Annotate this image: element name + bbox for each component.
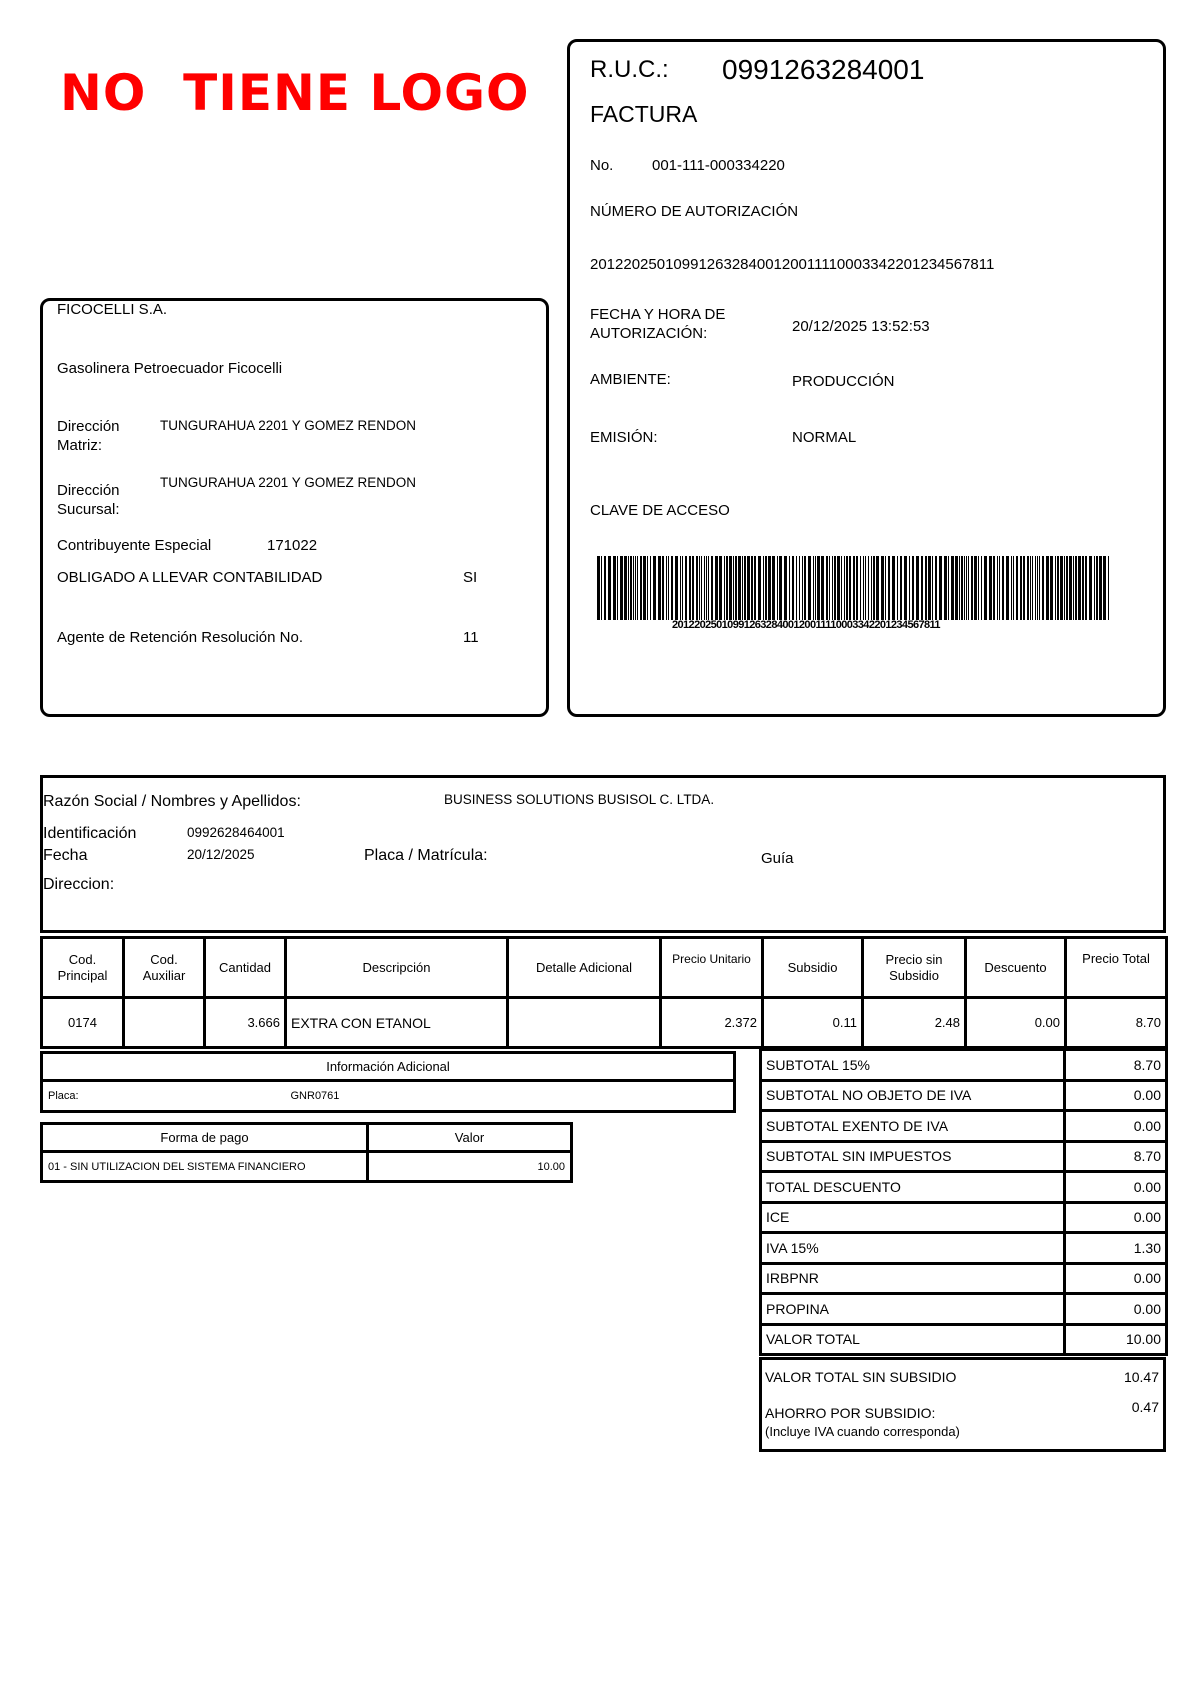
cell-precio-sin: 2.48 [863, 998, 966, 1048]
dir-matriz-value: TUNGURAHUA 2201 Y GOMEZ RENDON [160, 418, 417, 433]
fecha-autorizacion-label-2: AUTORIZACIÓN: [590, 325, 708, 342]
totals-row [761, 1202, 1167, 1233]
sin-subsidio-label: VALOR TOTAL SIN SUBSIDIO [765, 1369, 957, 1385]
totals-row [761, 1141, 1167, 1172]
dir-sucursal-label-2: Sucursal: [57, 501, 120, 518]
obligado-label: OBLIGADO A LLEVAR CONTABILIDAD [57, 569, 323, 586]
items-table [40, 936, 1168, 1049]
totals-value: 8.70 [1065, 1050, 1167, 1081]
totals-row [761, 1050, 1167, 1081]
ruc-value: 0991263284001 [722, 54, 925, 85]
forma-pago-header: Forma de pago [42, 1124, 368, 1152]
barcode-image [597, 556, 1111, 620]
totals-label: SUBTOTAL 15% [761, 1050, 1065, 1081]
cell-precio-total: 8.70 [1066, 998, 1167, 1048]
col-precio-unitario: Precio Unitario [661, 938, 763, 998]
totals-value: 8.70 [1065, 1141, 1167, 1172]
contribuyente-value: 171022 [267, 537, 318, 554]
emision-label: EMISIÓN: [590, 429, 658, 446]
customer-id-label: Identificación [43, 825, 137, 842]
totals-label: PROPINA [761, 1294, 1065, 1325]
ahorro-note: (Incluye IVA cuando corresponda) [765, 1424, 960, 1439]
totals-label: IRBPNR [761, 1263, 1065, 1294]
customer-fecha-label: Fecha [43, 847, 88, 864]
col-cantidad: Cantidad [205, 938, 286, 998]
fecha-autorizacion-label-1: FECHA Y HORA DE [590, 306, 726, 323]
cell-detalle [508, 998, 661, 1048]
cell-descuento: 0.00 [966, 998, 1066, 1048]
totals-label: SUBTOTAL NO OBJETO DE IVA [761, 1080, 1065, 1111]
customer-razon-label: Razón Social / Nombres y Apellidos: [43, 793, 301, 810]
dir-sucursal-label-1: Dirección [57, 482, 120, 499]
totals-row [761, 1172, 1167, 1203]
totals-value: 0.00 [1065, 1202, 1167, 1233]
customer-id-value: 0992628464001 [187, 825, 285, 840]
clave-acceso-label: CLAVE DE ACCESO [590, 502, 730, 519]
info-placa-label: Placa: [42, 1081, 242, 1112]
cell-precio-unitario: 2.372 [661, 998, 763, 1048]
items-header-row [42, 938, 1167, 998]
obligado-value: SI [463, 569, 478, 586]
contribuyente-label: Contribuyente Especial [57, 537, 212, 554]
issuer-razon-social: FICOCELLI S.A. [57, 301, 168, 318]
info-placa-value: GNR0761 [242, 1081, 735, 1112]
valor-value: 10.00 [368, 1152, 572, 1182]
ahorro-value: 0.47 [1131, 1399, 1159, 1415]
totals-row [761, 1233, 1167, 1264]
ahorro-label: AHORRO POR SUBSIDIO: [765, 1405, 936, 1421]
customer-razon-value: BUSINESS SOLUTIONS BUSISOL C. LTDA. [444, 792, 715, 807]
totals-label: SUBTOTAL SIN IMPUESTOS [761, 1141, 1065, 1172]
cell-descripcion: EXTRA CON ETANOL [286, 998, 508, 1048]
totals-table [759, 1048, 1168, 1356]
col-descripcion: Descripción [286, 938, 508, 998]
dir-matriz-label-2: Matriz: [57, 437, 102, 454]
doc-type: FACTURA [590, 101, 698, 127]
invoice-no-value: 001-111-000334220 [652, 157, 785, 174]
col-precio-total: Precio Total [1066, 938, 1167, 998]
totals-label: VALOR TOTAL [761, 1324, 1065, 1355]
col-precio-sin-subsidio: Precio sin Subsidio [863, 938, 966, 998]
agente-label: Agente de Retención Resolución No. [57, 629, 303, 646]
cell-subsidio: 0.11 [763, 998, 863, 1048]
totals-value: 10.00 [1065, 1324, 1167, 1355]
info-adicional-title: Información Adicional [42, 1053, 735, 1081]
ruc-label: R.U.C.: [590, 56, 669, 83]
agente-value: 11 [463, 629, 479, 646]
totals-value: 0.00 [1065, 1080, 1167, 1111]
dir-sucursal-value: TUNGURAHUA 2201 Y GOMEZ RENDON [160, 475, 417, 490]
totals-row [761, 1294, 1167, 1325]
col-cod-auxiliar: Cod. Auxiliar [124, 938, 205, 998]
totals-value: 0.00 [1065, 1263, 1167, 1294]
ambiente-label: AMBIENTE: [590, 371, 671, 388]
totals-row [761, 1111, 1167, 1142]
totals-label: ICE [761, 1202, 1065, 1233]
totals-label: TOTAL DESCUENTO [761, 1172, 1065, 1203]
autorizacion-label: NÚMERO DE AUTORIZACIÓN [590, 203, 799, 220]
invoice-no-label: No. [590, 157, 614, 174]
col-descuento: Descuento [966, 938, 1066, 998]
customer-fecha-value: 20/12/2025 [187, 847, 255, 862]
totals-value: 0.00 [1065, 1172, 1167, 1203]
col-cod-principal: Cod. Principal [42, 938, 124, 998]
cell-cantidad: 3.666 [205, 998, 286, 1048]
totals-row [761, 1263, 1167, 1294]
totals-label: IVA 15% [761, 1233, 1065, 1264]
sin-subsidio-value: 10.47 [1123, 1369, 1159, 1385]
barcode-text: 2012202501099126328400120011110003342201234567811 [672, 619, 940, 631]
customer-placa-label: Placa / Matrícula: [364, 847, 488, 864]
totals-label: SUBTOTAL EXENTO DE IVA [761, 1111, 1065, 1142]
fecha-autorizacion-value: 20/12/2025 13:52:53 [792, 318, 930, 335]
forma-pago-table [40, 1122, 573, 1183]
no-logo-text: NO TIENE LOGO [60, 64, 530, 122]
customer-direccion-label: Direccion: [43, 876, 115, 893]
table-row [42, 998, 1167, 1048]
totals-row [761, 1080, 1167, 1111]
col-detalle-adicional: Detalle Adicional [508, 938, 661, 998]
customer-guia-label: Guía [761, 850, 794, 867]
autorizacion-value: 2012202501099126328400120011110003342201234567811 [590, 256, 995, 273]
info-adicional-table [40, 1051, 736, 1113]
forma-pago-value: 01 - SIN UTILIZACION DEL SISTEMA FINANCIERO [42, 1152, 368, 1182]
issuer-nombre-comercial: Gasolinera Petroecuador Ficocelli [57, 360, 283, 377]
cell-cod-principal: 0174 [42, 998, 124, 1048]
col-subsidio: Subsidio [763, 938, 863, 998]
emision-value: NORMAL [792, 429, 857, 446]
totals-value: 1.30 [1065, 1233, 1167, 1264]
totals-value: 0.00 [1065, 1294, 1167, 1325]
cell-cod-auxiliar [124, 998, 205, 1048]
totals-row [761, 1324, 1167, 1355]
ambiente-value: PRODUCCIÓN [792, 373, 895, 390]
dir-matriz-label-1: Dirección [57, 418, 120, 435]
valor-header: Valor [368, 1124, 572, 1152]
totals-value: 0.00 [1065, 1111, 1167, 1142]
